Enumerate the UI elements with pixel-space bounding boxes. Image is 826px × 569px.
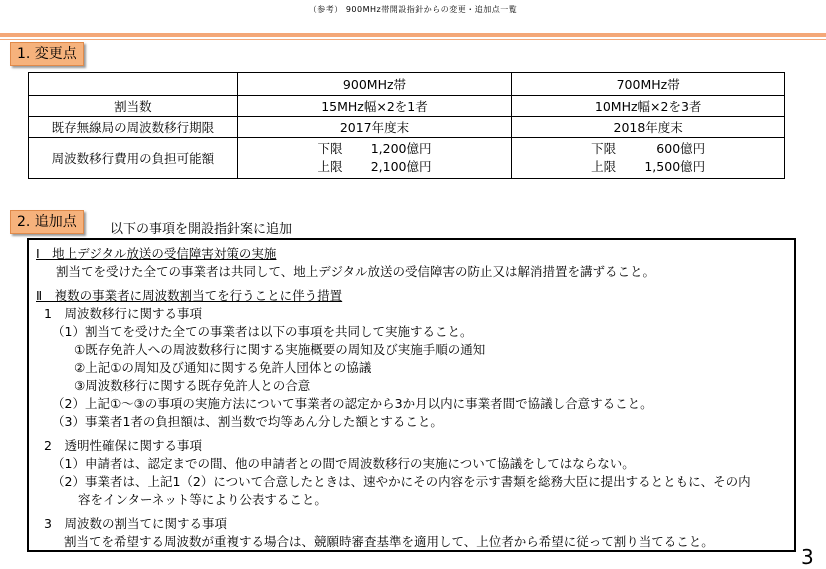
table-cell: [237, 138, 512, 179]
section2-note: 以下の事項を開設指針案に追加: [110, 222, 293, 237]
table-cell: 10MHz幅×2を3者: [512, 96, 785, 117]
item-subheading: 1 周波数移行に関する事項: [44, 306, 202, 321]
title-rule-thin: [0, 39, 826, 40]
range-label: 下限: [591, 141, 617, 156]
item-text: 割当てを希望する周波数が重複する場合は、競願時審査基準を適用して、上位者から希望に従って割り当てること。: [64, 534, 714, 549]
title-rule-thick: [0, 33, 826, 37]
table-row: [29, 117, 785, 138]
item-text: ②上記①の周知及び通知に関する免許人団体との協議: [74, 360, 372, 375]
section2-label: 2. 追加点: [10, 210, 84, 234]
item-text: ①既存免許人への周波数移行に関する実施概要の周知及び実施手順の通知: [74, 342, 486, 357]
range-amount: 1,200億円: [370, 141, 432, 156]
table-cell: 2017年度末: [237, 117, 512, 138]
item-subheading: 2 透明性確保に関する事項: [44, 438, 202, 453]
item-text: （2）事業者は、上記1（2）について合意したときは、速やかにその内容を示す書類を総務大臣に提出するとともに、その内: [52, 474, 751, 489]
table-row: [29, 96, 785, 117]
item-text: 割当てを受けた全ての事業者は共同して、地上デジタル放送の受信障害の防止又は解消措置を講ずること。: [56, 264, 656, 279]
section1-label: 1. 変更点: [10, 42, 84, 66]
range-amount: 600億円: [656, 141, 706, 156]
cost-range-700: [591, 140, 705, 176]
comparison-table: [28, 72, 785, 179]
range-label: 上限: [317, 159, 343, 174]
item-text: ③周波数移行に関する既存免許人との合意: [74, 378, 311, 393]
table-row: [29, 138, 785, 179]
page-title: （参考） 900MHz帯開設指針からの変更・追加点一覧: [308, 5, 518, 14]
range-amount: 2,100億円: [370, 159, 432, 174]
item-text: （2）上記①～③の事項の実施方法について事業者の認定から3か月以内に事業者間で協議し合意すること。: [52, 396, 653, 411]
item-text: （3）事業者1者の負担額は、割当数で均等あん分した額とすること。: [52, 414, 443, 429]
item-heading: Ⅰ 地上デジタル放送の受信障害対策の実施: [36, 246, 277, 261]
range-label: 上限: [591, 159, 617, 174]
row-label: 割当数: [29, 96, 238, 117]
table-cell: [512, 138, 785, 179]
item-text: 容をインターネット等により公表すること。: [78, 492, 327, 507]
item-text: （1）申請者は、認定までの間、他の申請者との間で周波数移行の実施について協議をしてはならない。: [52, 456, 635, 471]
table-header-row: [29, 73, 785, 96]
table-header-cell: [29, 73, 238, 96]
table-header-cell: 900MHz帯: [237, 73, 512, 96]
item-subheading: 3 周波数の割当てに関する事項: [44, 516, 227, 531]
item-text: （1）割当てを受けた全ての事業者は以下の事項を共同して実施すること。: [52, 324, 473, 339]
table-header-cell: 700MHz帯: [512, 73, 785, 96]
range-label: 下限: [317, 141, 343, 156]
item-heading: Ⅱ 複数の事業者に周波数割当てを行うことに伴う措置: [36, 288, 343, 303]
row-label: 既存無線局の周波数移行期限: [29, 117, 238, 138]
range-amount: 1,500億円: [644, 159, 706, 174]
cost-range-900: [317, 140, 431, 176]
page-number: 3: [801, 545, 814, 569]
table-cell: 15MHz幅×2を1者: [237, 96, 512, 117]
row-label: 周波数移行費用の負担可能額: [29, 138, 238, 179]
table-cell: 2018年度末: [512, 117, 785, 138]
